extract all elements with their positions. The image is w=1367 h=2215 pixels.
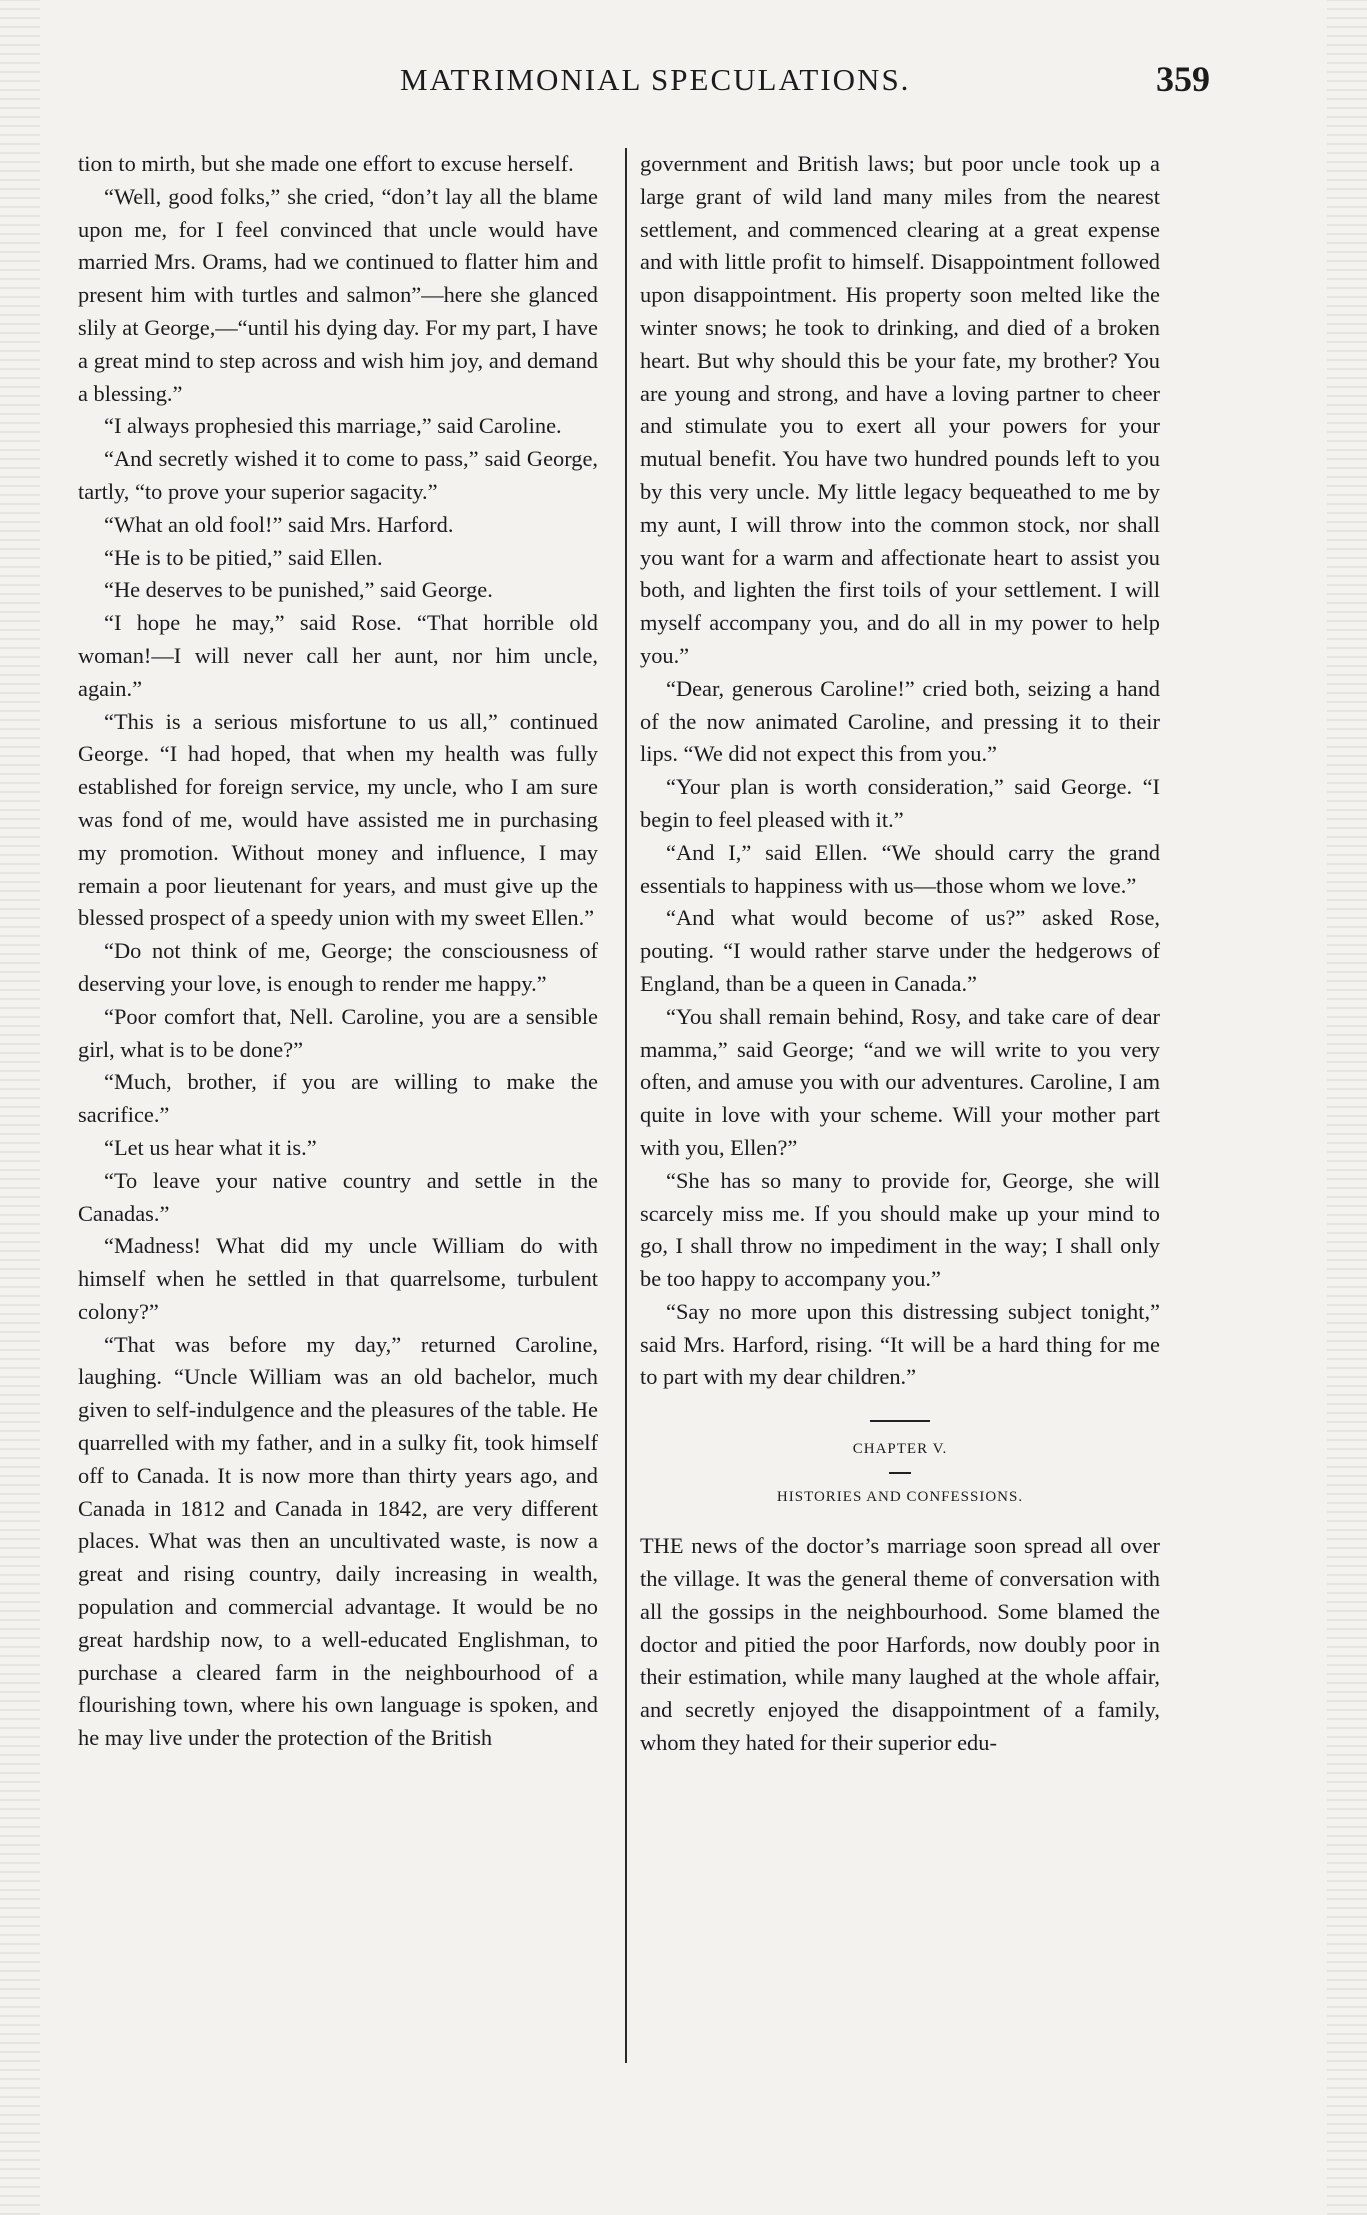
paragraph: “That was before my day,” returned Caroline, laughing. “Uncle William was an old bachelor, much given to self-indulgence and the pleasures of the table. He quarrelled with my father, and in a sulky fit, took himself off to Canada. It is now more than thirty years ago, and Canada in 1812 and Canada in 1842, are very different places. What was then an uncultivated waste, is now a great and rising country, daily increasing in wealth, population and commercial advantage. It would be no great hardship now, to a well-educated Englishman, to purchase a cleared farm in the neighbourhood of a flourishing town, where his own language is spoken, and he may live under the protection of the British (78, 1331, 598, 1751)
page-header (400, 58, 1210, 108)
paragraph: “Madness! What did my uncle William do with himself when he settled in that quarrelsome, turbulent colony?” (78, 1233, 598, 1324)
paragraph: “Do not think of me, George; the consciousness of deserving your love, is enough to render me happy.” (78, 938, 598, 996)
chapter-title: HISTORIES AND CONFESSIONS. (776, 1489, 1024, 1506)
chapter-paragraph: THE news of the doctor’s marriage soon spread all over the village. It was the general theme of conversation with all the gossips in the neighbourhood. Some blamed the doctor and pitied the poor Harfords, now doubly poor in their estimation, while many laughed at the whole affair, and secretly enjoyed the disappointment of a family, whom they hated for their superior edu- (640, 1533, 1160, 1756)
paragraph: “To leave your native country and settle in the Canadas.” (78, 1167, 598, 1226)
paragraph: “He is to be pitied,” said Ellen. (104, 544, 383, 570)
running-head: MATRIMONIAL SPECULATIONS. (400, 62, 911, 97)
left-column (78, 148, 598, 1755)
paragraph: “I hope he may,” said Rose. “That horrible old woman!—I will never call her aunt, nor him uncle, again.” (78, 610, 598, 701)
paragraph: “You shall remain behind, Rosy, and take care of dear mamma,” said George; “and we will write to you very often, and amuse you with our adventures. Caroline, I am quite in love with your scheme. Will your mother part with you, Ellen?” (640, 1003, 1160, 1160)
page-number: 359 (1156, 59, 1210, 99)
column-divider (625, 148, 627, 2063)
paragraph: government and British laws; but poor uncle took up a large grant of wild land many miles from the nearest settlement, and commenced clearing at a great expense and with little profit to himself. Disappointment followed upon disappointment. His property soon melted like the winter snows; he took to drinking, and died of a broken heart. But why should this be your fate, my brother? You are young and strong, and have a loving partner to cheer and stimulate you to exert all your powers for your mutual benefit. You have two hundred pounds left to you by this very uncle. My little legacy bequeathed to me by my aunt, I will throw into the common stock, nor shall you want for a warm and affectionate heart to assist you both, and lighten the first toils of your settlement. I will myself accompany you, and do all in my power to help you.” (640, 151, 1160, 668)
paragraph: “Your plan is worth consideration,” said George. “I begin to feel pleased with it.” (640, 774, 1160, 832)
paragraph: “Much, brother, if you are willing to make the sacrifice.” (78, 1069, 598, 1128)
paragraph: “And secretly wished it to come to pass,” said George, tartly, “to prove your superior sagacity.” (78, 446, 598, 504)
paragraph: “And what would become of us?” asked Rose, pouting. “I would rather starve under the hedgerows of England, than be a queen in Canada.” (640, 905, 1160, 996)
page-edge-speckle-right (1327, 0, 1367, 2215)
chapter-heading: CHAPTER V. (852, 1441, 948, 1458)
page-edge-speckle-left (0, 0, 40, 2215)
paragraph: “I always prophesied this marriage,” said Caroline. (104, 413, 562, 439)
paragraph: “This is a serious misfortune to us all,” continued George. “I had hoped, that when my health was fully established for foreign service, my uncle, who I am sure was fond of me, would have assisted me in purchasing my promotion. Without money and influence, I may remain a poor lieutenant for years, and must give up the blessed prospect of a speedy union with my sweet Ellen.” (78, 708, 598, 931)
section-ornament-rule (870, 1420, 930, 1422)
paragraph: “He deserves to be punished,” said George. (104, 577, 493, 603)
paragraph: “She has so many to provide for, George, she will scarcely miss me. If you should make up your mind to go, I shall throw no impediment in the way; I shall only be too happy to accompany you.” (640, 1167, 1160, 1292)
right-column (640, 148, 1160, 1760)
paragraph: tion to mirth, but she made one effort to excuse herself. (78, 151, 574, 176)
chapter-rule (889, 1472, 911, 1474)
paragraph: “And I,” said Ellen. “We should carry the grand essentials to happiness with us—those whom we love.” (640, 839, 1160, 898)
paragraph: “Let us hear what it is.” (104, 1134, 317, 1160)
paragraph: “Dear, generous Caroline!” cried both, seizing a hand of the now animated Caroline, and pressing it to their lips. “We did not expect this from you.” (640, 675, 1160, 767)
paragraph: “Say no more upon this distressing subject tonight,” said Mrs. Harford, rising. “It will be a hard thing for me to part with my dear children.” (640, 1298, 1160, 1390)
paragraph: “Poor comfort that, Nell. Caroline, you are a sensible girl, what is to be done?” (78, 1003, 598, 1062)
paragraph: “What an old fool!” said Mrs. Harford. (104, 511, 454, 537)
paragraph: “Well, good folks,” she cried, “don’t lay all the blame upon me, for I feel convinced that uncle would have married Mrs. Orams, had we continued to flatter him and present him with turtles and salmon”—here she glanced slily at George,—“until his dying day. For my part, I have a great mind to step across and wish him joy, and demand a blessing.” (78, 183, 598, 406)
